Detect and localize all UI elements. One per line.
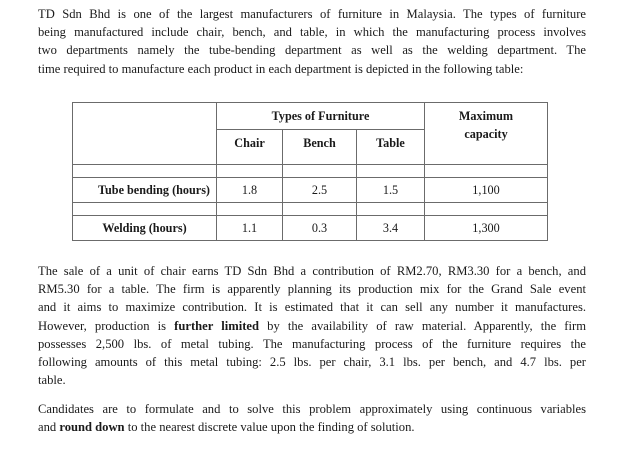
text-run: to the nearest discrete value upon the finding of solution. [124, 420, 415, 435]
spacer-cell [357, 165, 425, 178]
intro-line: time required to manufacture each product in each department is depicted in the following table: [38, 61, 524, 76]
instruction-line: Candidates are to formulate and to solve this problem approximately using continuous variables [38, 402, 586, 416]
emphasis-further-limited: further limited [174, 318, 260, 333]
intro-line: TD Sdn Bhd is one of the largest manufacturers of furniture in Malaysia. The types of furniture [38, 7, 586, 21]
capacity-value: 1,300 [425, 216, 548, 241]
text-run: and [38, 420, 60, 435]
cell-value: 1.1 [217, 216, 283, 241]
problem-line: RM5.30 for a table. The firm is apparently planning its production mix for the Grand Sale event [38, 282, 586, 297]
cell-value: 3.4 [357, 216, 425, 241]
spacer-cell [73, 165, 217, 178]
problem-line [38, 317, 586, 335]
cell-value: 0.3 [283, 216, 357, 241]
problem-paragraph [38, 262, 586, 389]
text-run: by the availability of raw material. Apparently, the firm [259, 318, 586, 333]
instruction-paragraph [38, 400, 586, 436]
problem-line: possesses 2,500 lbs. of metal tubing. The manufacturing process of the furniture requires the [38, 336, 586, 351]
text-run: However, production is [38, 318, 175, 333]
production-time-table [72, 102, 548, 241]
maximum-capacity-line2: capacity [464, 127, 508, 141]
intro-paragraph [38, 5, 586, 78]
cell-value: 2.5 [283, 178, 357, 203]
spacer-cell [73, 203, 217, 216]
column-header-bench: Bench [283, 130, 357, 165]
table-row [73, 178, 548, 203]
problem-line: The sale of a unit of chair earns TD Sdn Bhd a contribution of RM2.70, RM3.30 for a bench, and [38, 264, 586, 278]
intro-line: being manufactured include chair, bench, and table, in which the manufacturing process involves [38, 25, 586, 40]
cell-value: 1.8 [217, 178, 283, 203]
problem-line: table. [38, 373, 66, 388]
maximum-capacity-header [425, 103, 548, 165]
instruction-line [38, 418, 586, 436]
spacer-cell [217, 165, 283, 178]
spacer-cell [283, 165, 357, 178]
row-label-tube-bending: Tube bending (hours) [73, 178, 217, 203]
table-corner-cell [73, 103, 217, 165]
types-of-furniture-header: Types of Furniture [217, 103, 425, 130]
spacer-cell [425, 165, 548, 178]
emphasis-round-down: round down [59, 420, 125, 435]
spacer-cell [425, 203, 548, 216]
problem-line: following amounts of this metal tubing: 2.5 lbs. per chair, 3.1 lbs. per bench, and 4.7 lbs. per [38, 355, 586, 370]
spacer-cell [357, 203, 425, 216]
cell-value: 1.5 [357, 178, 425, 203]
table-row [73, 216, 548, 241]
intro-line: two departments namely the tube-bending department as well as the welding department. The [38, 43, 586, 58]
maximum-capacity-line1: Maximum [458, 109, 514, 123]
spacer-cell [217, 203, 283, 216]
capacity-value: 1,100 [425, 178, 548, 203]
column-header-chair: Chair [217, 130, 283, 165]
column-header-table: Table [357, 130, 425, 165]
problem-line: and it aims to maximize contribution. It is estimated that it can sell any number it manufactures. [38, 300, 586, 315]
row-label-welding: Welding (hours) [73, 216, 217, 241]
spacer-cell [283, 203, 357, 216]
